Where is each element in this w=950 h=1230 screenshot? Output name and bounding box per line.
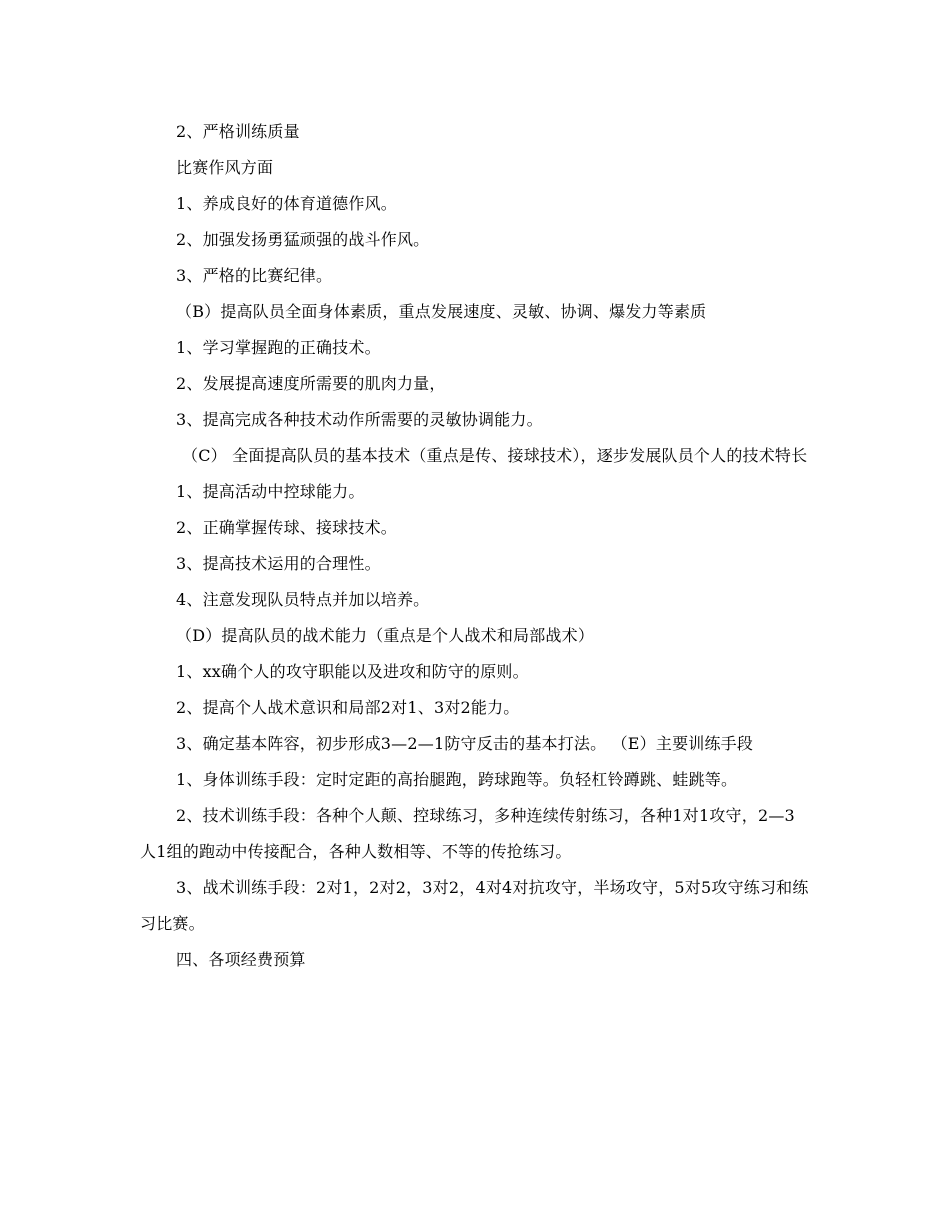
paragraph: 1、提高活动中控球能力。 [176, 482, 365, 501]
section-heading: （C） 全面提高队员的基本技术（重点是传、接球技术），逐步发展队员个人的技术特长 [182, 446, 808, 465]
paragraph: 1、xx确个人的攻守职能以及进攻和防守的原则。 [176, 662, 529, 681]
paragraph: 2、加强发扬勇猛顽强的战斗作风。 [176, 230, 430, 249]
paragraph: 2、技术训练手段：各种个人颠、控球练习，多种连续传射练习，各种1对1攻守，2—3人1组的跑动中传接配合，各种人数相等、不等的传抢练习。 [140, 806, 795, 861]
paragraph: 3、提高完成各种技术动作所需要的灵敏协调能力。 [176, 410, 543, 429]
paragraph: 2、正确掌握传球、接球技术。 [176, 518, 397, 537]
section-heading: 四、各项经费预算 [176, 950, 306, 969]
paragraph: 4、注意发现队员特点并加以培养。 [176, 590, 430, 609]
paragraph: 2、严格训练质量 [176, 122, 300, 141]
paragraph: 3、严格的比赛纪律。 [176, 266, 333, 285]
paragraph: 1、养成良好的体育道德作风。 [176, 194, 397, 213]
section-heading: （D）提高队员的战术能力（重点是个人战术和局部战术） [176, 626, 595, 645]
section-heading: （B）提高队员全面身体素质，重点发展速度、灵敏、协调、爆发力等素质 [176, 302, 707, 321]
section-heading: 比赛作风方面 [176, 158, 274, 177]
paragraph: 1、身体训练手段：定时定距的高抬腿跑，跨球跑等。负轻杠铃蹲跳、蛙跳等。 [176, 770, 738, 789]
paragraph: 2、发展提高速度所需要的肌肉力量， [176, 374, 446, 393]
paragraph: 1、学习掌握跑的正确技术。 [176, 338, 381, 357]
paragraph: 3、确定基本阵容，初步形成3—2—1防守反击的基本打法。 （E）主要训练手段 [176, 734, 754, 753]
paragraph: 2、提高个人战术意识和局部2对1、3对2能力。 [176, 698, 520, 717]
paragraph: 3、战术训练手段：2对1，2对2，3对2，4对4对抗攻守，半场攻守，5对5攻守练习和练习比赛。 [140, 878, 809, 933]
document-body [140, 114, 810, 978]
paragraph: 3、提高技术运用的合理性。 [176, 554, 381, 573]
